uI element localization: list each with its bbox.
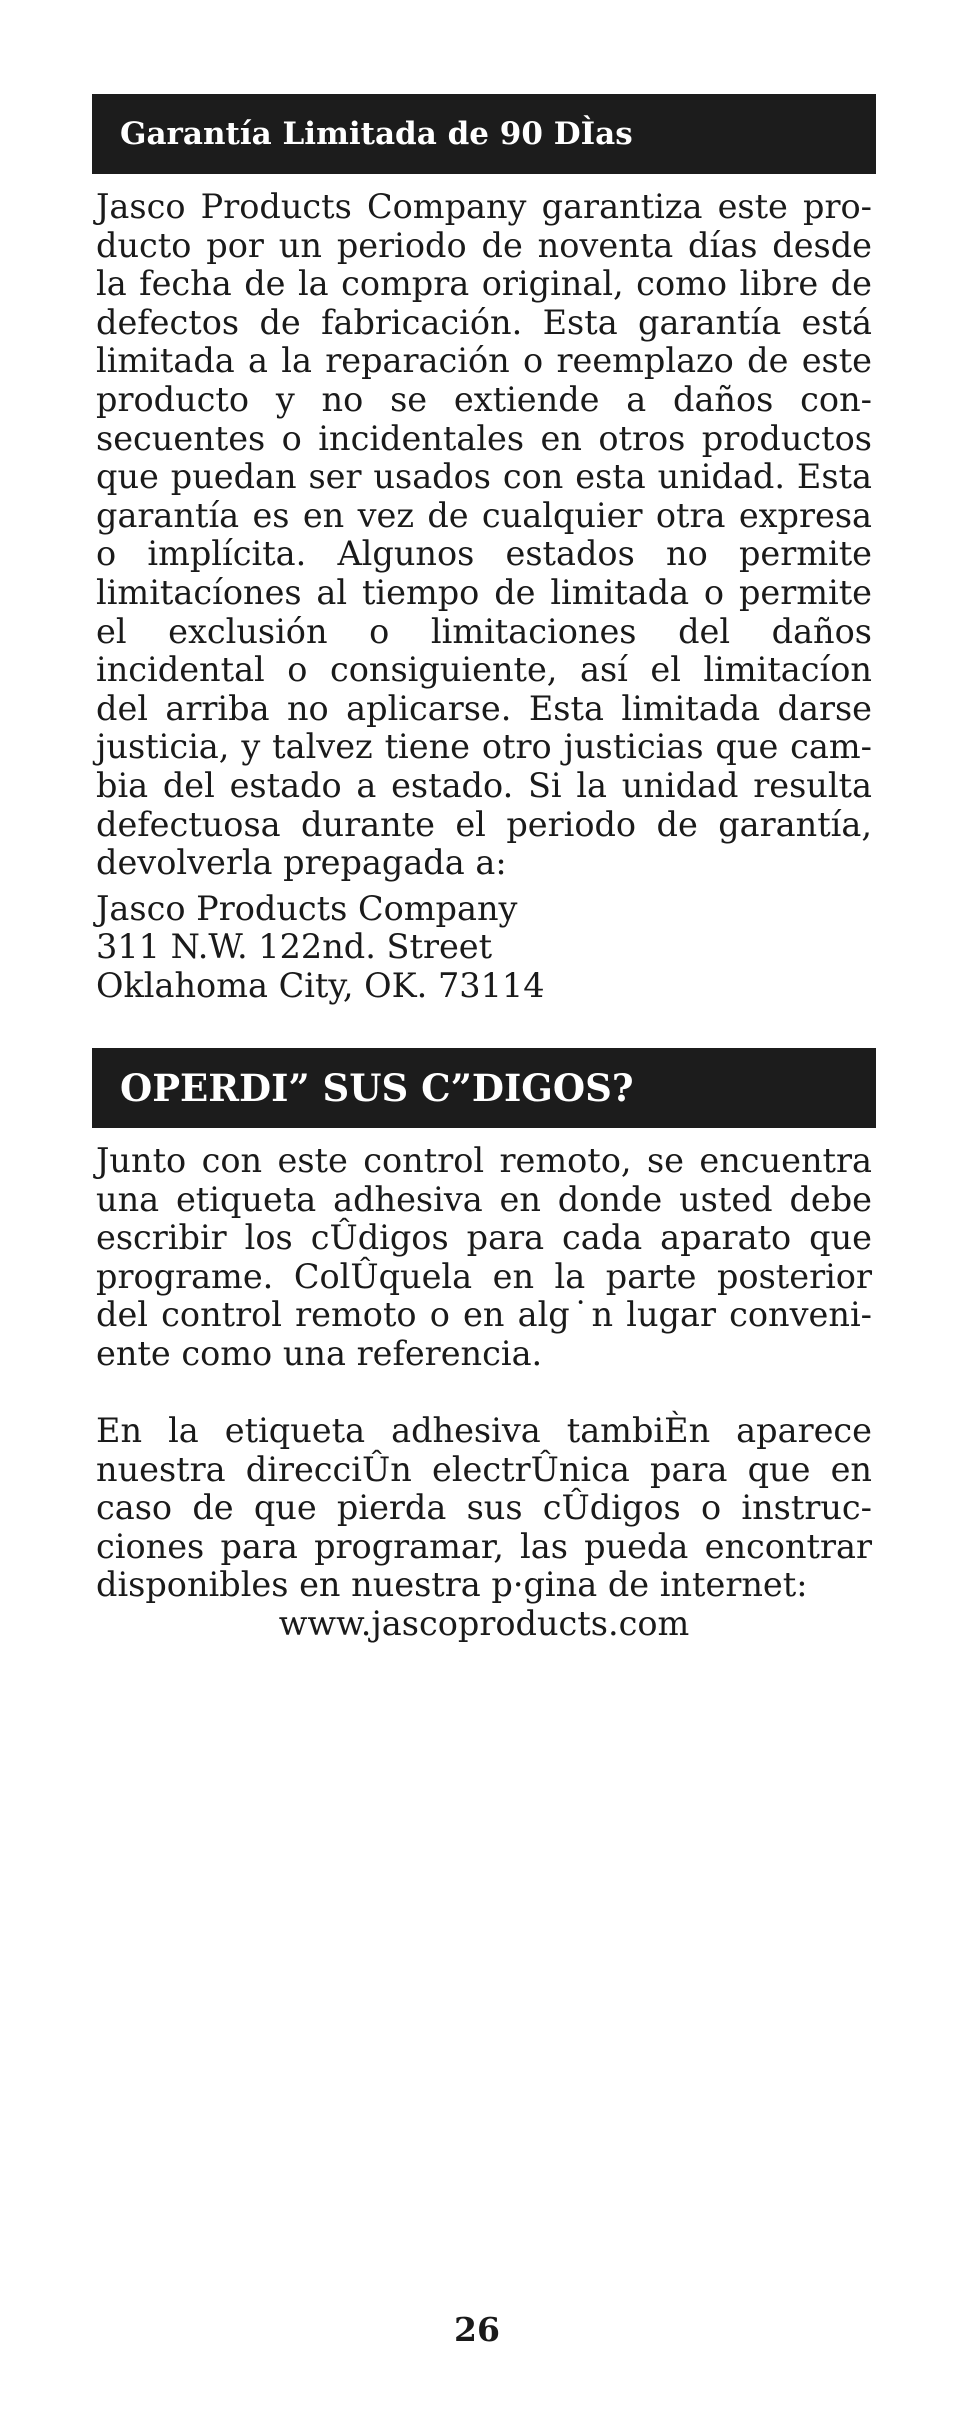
codes-section-header: [92, 1048, 876, 1128]
address-street: 311 N.W. 122nd. Street: [96, 927, 493, 966]
address-company: Jasco Products Company: [96, 889, 518, 928]
address-city: Oklahoma City, OK. 73114: [96, 966, 545, 1005]
warranty-body-text: Jasco Products Company garantiza este producto por un periodo de noventa días desde la fecha de la compra original, como libre de defectos de fabricación. Esta garantía está limitada a la reparación o reemplazo de este producto y no se extiende a daños consecuentes o incidentales en otros productos que puedan ser usados con esta unidad. Esta garantía es en vez de cualquier otra expresa o implícita. Algunos estados no permite limitacíones al tiempo de limitada o permite el exclusión o limitaciones del daños incidental o consiguiente, así el limitacíon del arriba no aplicarse. Esta limitada darse justicia, y talvez tiene otro justicias que cambia del estado a estado. Si la unidad resulta defectuosa durante el periodo de garantía, devolverla prepagada a:: [96, 187, 872, 883]
warranty-section-header: [92, 94, 876, 174]
page-number: 26: [454, 2310, 500, 2349]
website-url: www.jascoproducts.com: [278, 1604, 690, 1643]
warranty-title: Garantía Limitada de 90 DÌas: [120, 116, 633, 152]
codes-paragraph-1: Junto con este control remoto, se encuentra una etiqueta adhesiva en donde usted debe escribir los cÛdigos para cada aparato que programe. ColÛquela en la parte posterior del control remoto o en alg˙n lugar conveniente como una referencia.: [96, 1141, 872, 1373]
codes-paragraph-2: En la etiqueta adhesiva tambiÈn aparece nuestra direcciÛn electrÛnica para que en caso de que pierda sus cÛdigos o instrucciones para programar, las pueda encontrar disponibles en nuestra p·gina de internet:: [96, 1411, 872, 1605]
codes-title: OPERDI” SUS C”DIGOS?: [120, 1066, 634, 1110]
